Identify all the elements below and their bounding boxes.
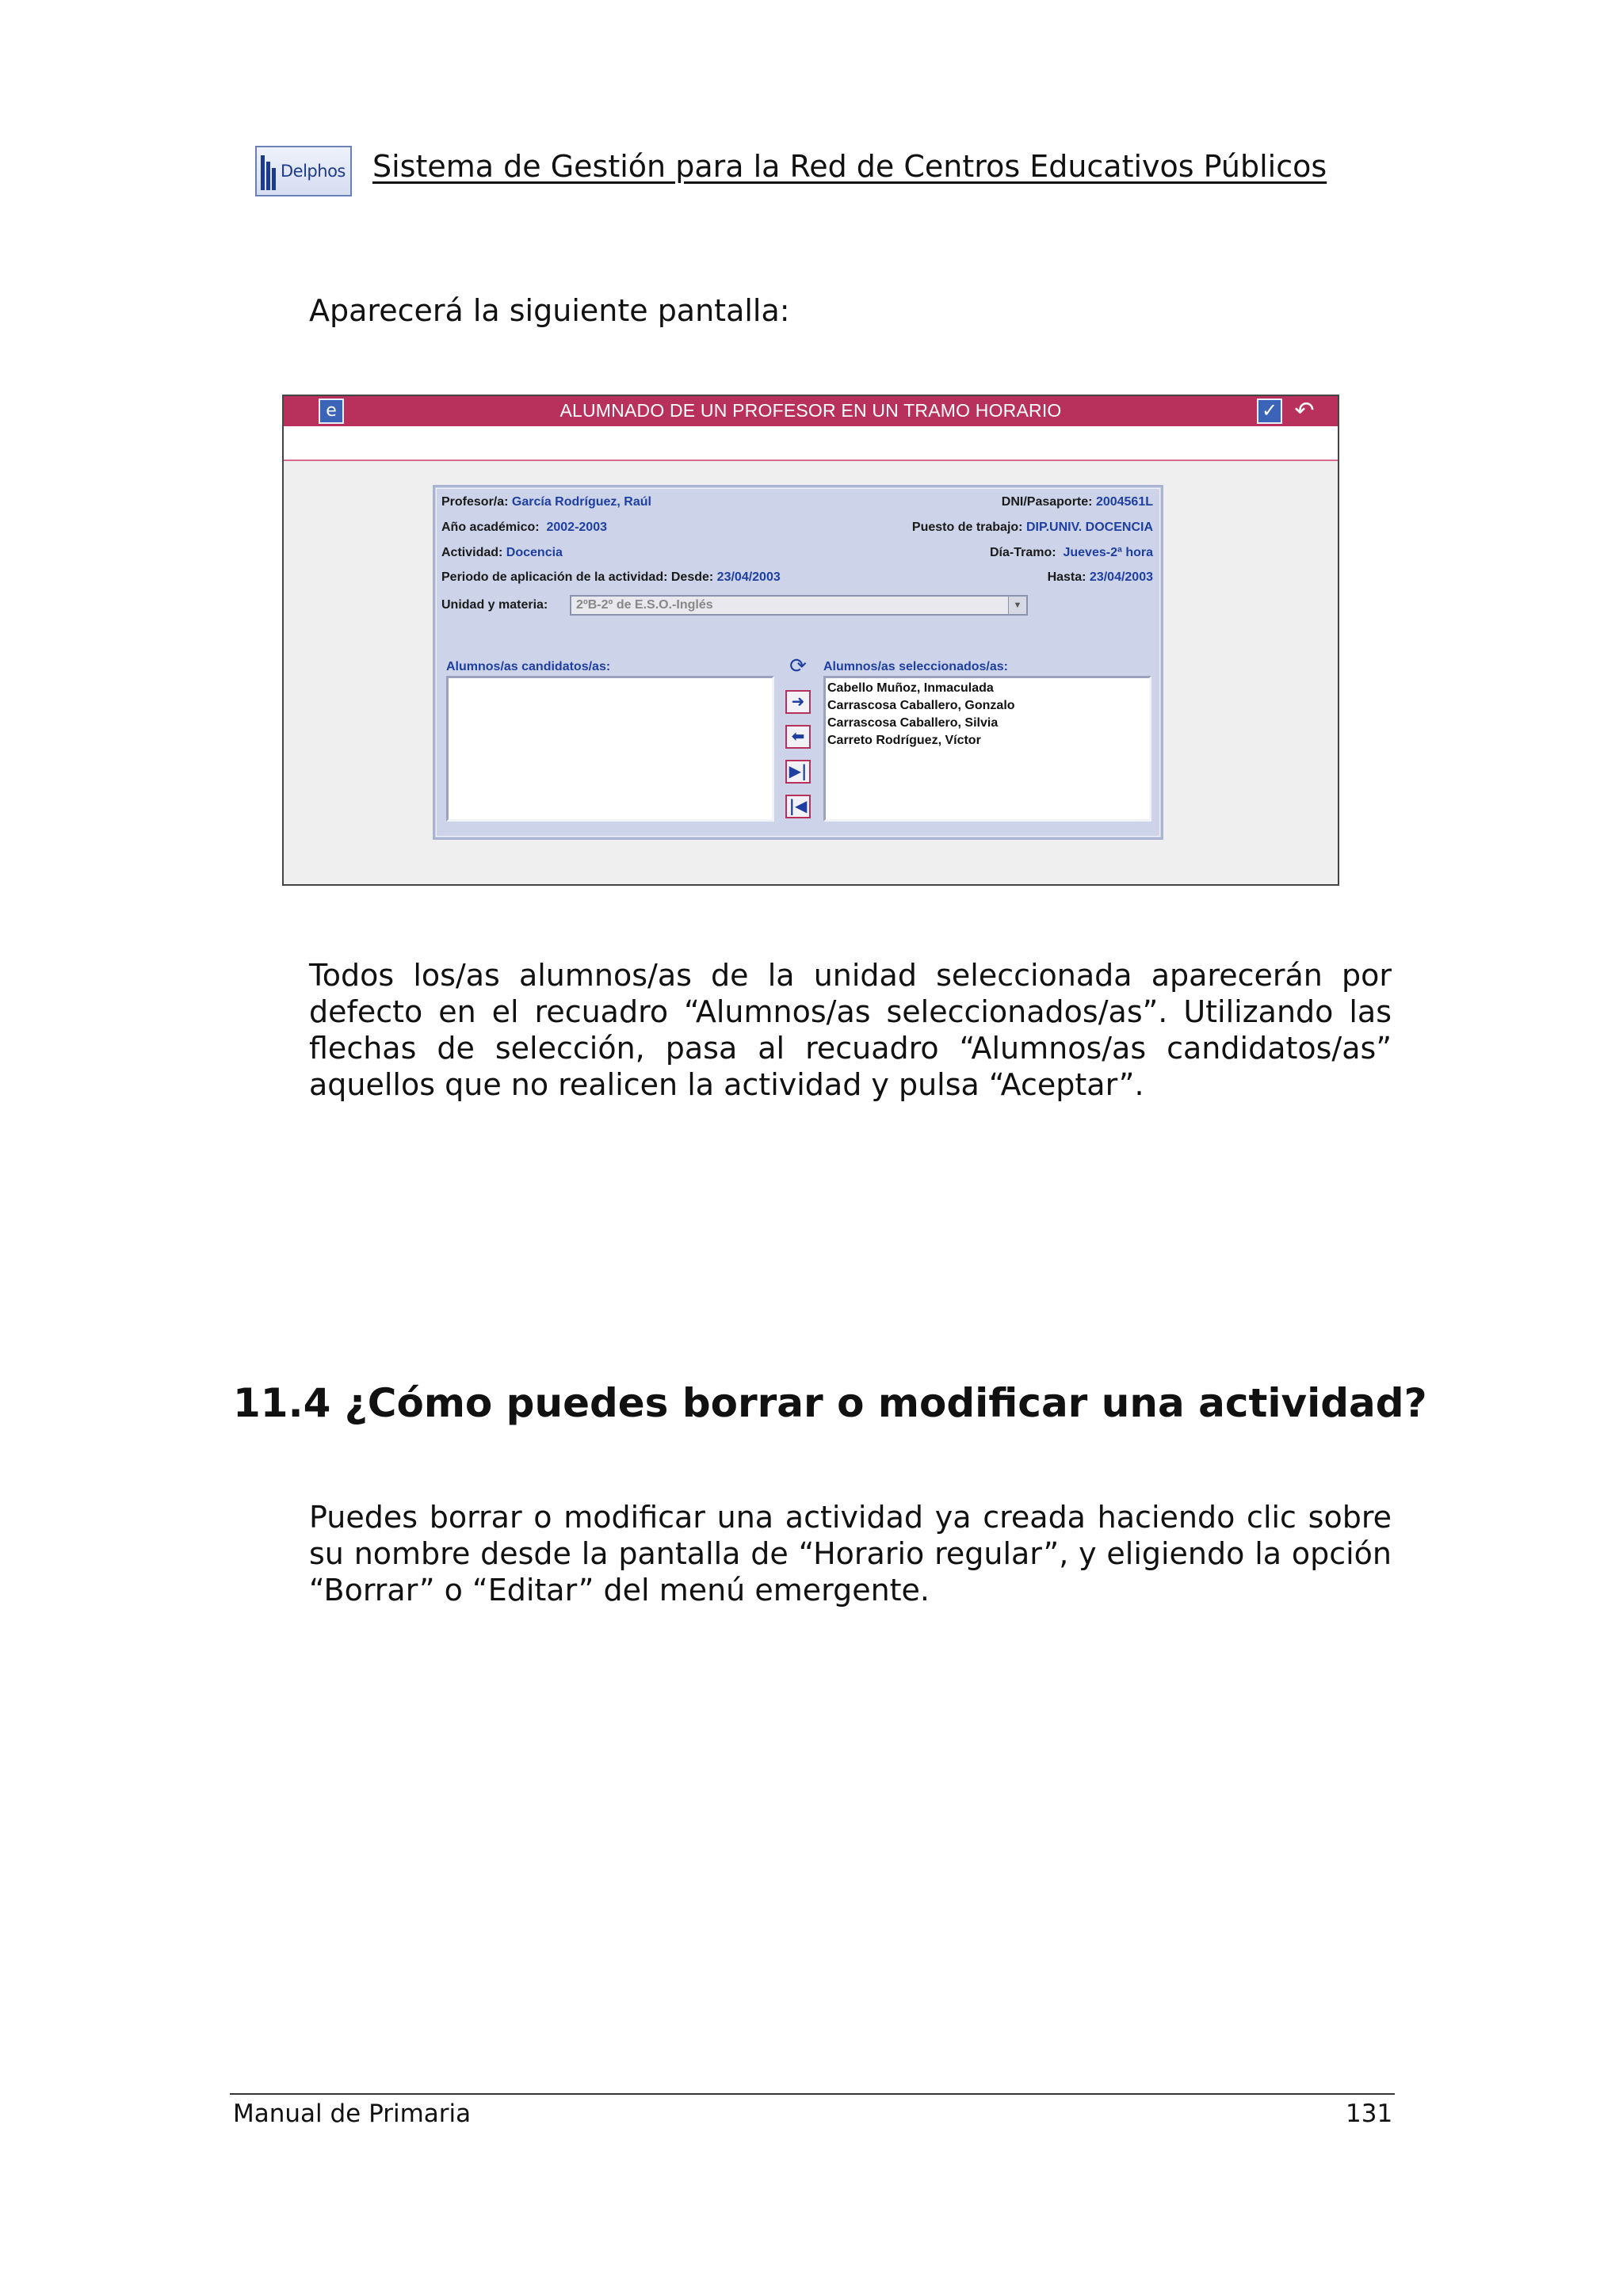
diatramo-field: Día-Tramo: Jueves-2ª hora [990,546,1153,559]
form-panel [433,485,1163,840]
arrow-first-icon[interactable]: |◀ [785,795,811,818]
list-item[interactable]: Carrascosa Caballero, Gonzalo [827,699,1015,712]
paragraph-1: Todos los/as alumnos/as de la unidad seleccionada aparecerán por defecto en el recuadro “Alumnos/as seleccionados/as”. Utilizando las flechas de selección, pasa al recuadro “Alumnos/as candidatos/as” aquellos que no realicen la actividad y pulsa “Aceptar”. [309,958,1392,1102]
arrow-right-icon[interactable]: ➜ [785,690,811,714]
window-title-bar [284,396,1338,426]
anio-field: Año académico: 2002-2003 [441,521,607,534]
candidatos-list[interactable] [446,676,774,822]
back-arrow-icon[interactable]: ↶ [1294,397,1315,425]
arrow-last-icon[interactable]: ▶| [785,760,811,784]
profesor-field: Profesor/a: García Rodríguez, Raúl [441,495,651,509]
delphos-logo-icon [260,152,277,190]
paragraph-2: Puedes borrar o modificar una actividad ya creada haciendo clic sobre su nombre desde la pantalla de “Horario regular”, y eligiendo la opción “Borrar” o “Editar” del menú emergente. [309,1500,1392,1608]
seleccionados-label: Alumnos/as seleccionados/as: [823,660,1008,673]
candidatos-label: Alumnos/as candidatos/as: [446,660,611,673]
periodo-field: Periodo de aplicación de la actividad: Desde: 23/04/2003 [441,570,781,584]
delphos-logo [255,146,352,196]
unidad-value: 2ºB-2º de E.S.O.-Inglés [576,598,713,612]
e-icon[interactable]: e [319,399,344,424]
page-number: 131 [1346,2100,1393,2128]
hasta-field: Hasta: 23/04/2003 [1047,570,1153,584]
dni-field: DNI/Pasaporte: 2004561L [1001,495,1153,509]
footer-title: Manual de Primaria [233,2100,472,2128]
chevron-down-icon[interactable]: ▼ [1008,597,1026,614]
toolbar-strip [284,426,1338,461]
list-item[interactable]: Carreto Rodríguez, Víctor [827,734,981,747]
list-item[interactable]: Carrascosa Caballero, Silvia [827,716,999,730]
puesto-field: Puesto de trabajo: DIP.UNIV. DOCENCIA [911,521,1153,534]
check-icon[interactable]: ✓ [1257,399,1282,424]
section-heading: 11.4 ¿Cómo puedes borrar o modificar una actividad? [233,1380,1427,1426]
header-title: Sistema de Gestión para la Red de Centros Educativos Públicos [372,149,1327,184]
seleccionados-list[interactable] [823,676,1151,822]
actividad-field: Actividad: Docencia [441,546,563,559]
unidad-select[interactable] [570,595,1028,616]
list-item[interactable]: Cabello Muñoz, Inmaculada [827,681,994,695]
unidad-label: Unidad y materia: [441,598,548,612]
footer-divider [230,2093,1395,2095]
embedded-screenshot [282,395,1339,886]
intro-text: Aparecerá la siguiente pantalla: [309,293,790,328]
logo-text: Delphos [281,162,346,181]
arrow-left-icon[interactable]: ⬅ [785,725,811,749]
refresh-icon[interactable]: ⟳ [789,654,807,678]
window-title: ALUMNADO DE UN PROFESOR EN UN TRAMO HORARIO [559,400,1062,421]
